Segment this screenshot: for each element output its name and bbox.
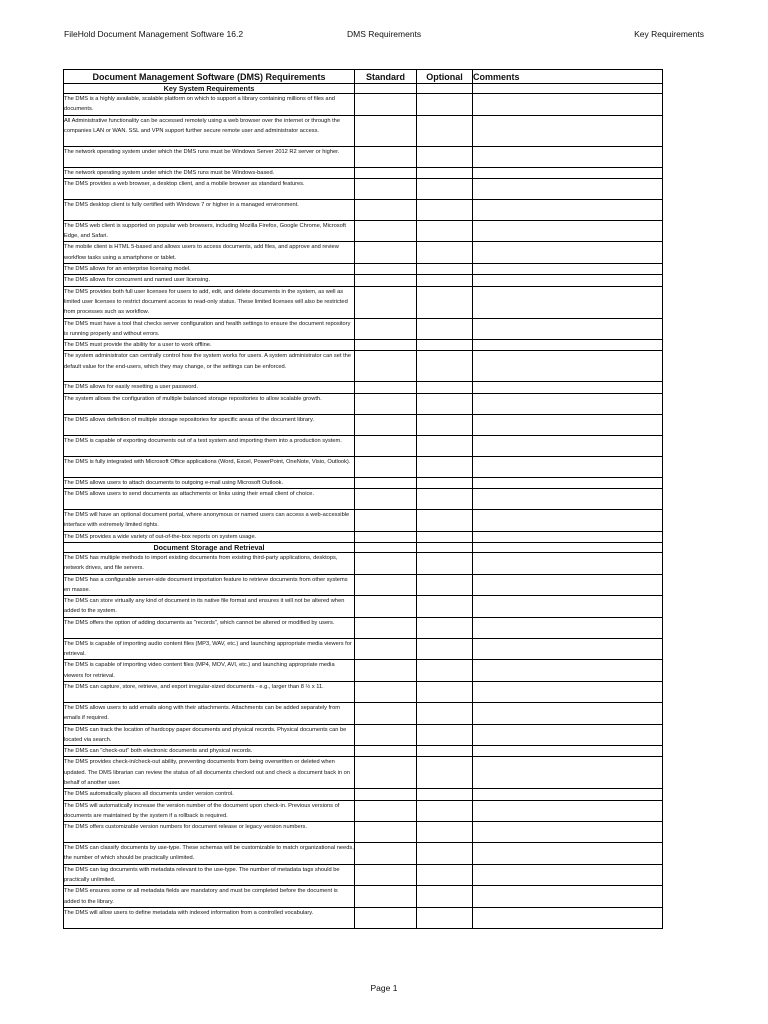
section-title: Document Storage and Retrieval [64,542,355,552]
comments-cell[interactable] [473,242,663,264]
requirement-text: All Administrative functionality can be accessed remotely using a web browser over the internet or through the companies LAN or WAN. SSL and VPN support further secure remote user and administrator access. [64,115,355,146]
section-empty-cell [355,84,417,94]
comments-cell[interactable] [473,638,663,660]
standard-cell[interactable] [355,789,417,800]
optional-cell[interactable] [417,757,473,789]
standard-cell[interactable] [355,746,417,757]
requirement-text: The DMS can classify documents by use-type. These schemas will be customizable to match organizational needs, the number of which should be practically unlimited. [64,843,355,865]
standard-cell[interactable] [355,220,417,242]
requirement-text: The DMS ensures some or all metadata fields are mandatory and must be completed before the document is added to the library. [64,886,355,908]
requirement-text: The DMS has a configurable server-side document importation feature to retrieve documents from other systems en masse. [64,574,355,596]
requirement-text: The DMS allows users to attach documents to outgoing e-mail using Microsoft Outlook. [64,477,355,488]
section-empty-cell [417,542,473,552]
requirement-text: The DMS has multiple methods to import existing documents from existing third-party applications, desktops, network drives, and file servers. [64,552,355,574]
optional-cell[interactable] [417,456,473,477]
requirement-text: The DMS is fully integrated with Microsoft Office applications (Word, Excel, PowerPoint, OneNote, Visio, Outlook). [64,456,355,477]
table-row [64,242,663,264]
requirement-text: The DMS will automatically increase the version number of the document upon check-in. Previous versions of documents are maintained by the system if a rollback is required. [64,800,355,822]
comments-cell[interactable] [473,596,663,618]
requirement-text: The DMS can capture, store, retrieve, and export irregular-sized documents - e.g., larger than 8 ½ x 11. [64,681,355,702]
table-row [64,907,663,928]
comments-cell[interactable] [473,382,663,393]
requirement-text: The DMS provides a wide variety of out-of-the-box reports on system usage. [64,531,355,542]
column-header-optional: Optional [417,70,473,84]
table-row [64,702,663,724]
header-left-title: FileHold Document Management Software 16.2 [64,29,244,39]
comments-cell[interactable] [473,286,663,318]
table-row [64,477,663,488]
optional-cell[interactable] [417,681,473,702]
requirement-text: The DMS provides check-in/check-out ability, preventing documents from being overwritten or deleted when updated. The DMS librarian can review the status of all documents checked out and check a document back in on behalf of another user. [64,757,355,789]
header-center-title: DMS Requirements [347,29,422,39]
table-row [64,574,663,596]
standard-cell[interactable] [355,702,417,724]
table-row [64,275,663,286]
comments-cell[interactable] [473,757,663,789]
requirement-text: The DMS will have an optional document portal, where anonymous or named users can access a web-accessible interface with extremely limited rights. [64,510,355,532]
comments-cell[interactable] [473,531,663,542]
header-right-title: Key Requirements [634,29,704,39]
table-row [64,199,663,220]
comments-cell[interactable] [473,340,663,351]
optional-cell[interactable] [417,822,473,843]
requirement-text: The DMS allows definition of multiple storage repositories for specific areas of the document library. [64,414,355,435]
standard-cell[interactable] [355,843,417,865]
standard-cell[interactable] [355,660,417,682]
column-header-comments: Comments [473,70,663,84]
standard-cell[interactable] [355,907,417,928]
comments-cell[interactable] [473,864,663,886]
optional-cell[interactable] [417,178,473,199]
table-row [64,800,663,822]
comments-cell[interactable] [473,178,663,199]
table-row [64,435,663,456]
standard-cell[interactable] [355,531,417,542]
table-row [64,178,663,199]
optional-cell[interactable] [417,907,473,928]
comments-cell[interactable] [473,800,663,822]
table-row [64,115,663,146]
requirements-table [63,69,663,929]
standard-cell[interactable] [355,435,417,456]
optional-cell[interactable] [417,435,473,456]
table-row [64,746,663,757]
table-row [64,552,663,574]
standard-cell[interactable] [355,382,417,393]
optional-cell[interactable] [417,318,473,340]
optional-cell[interactable] [417,843,473,865]
table-row [64,822,663,843]
section-empty-cell [355,542,417,552]
comments-cell[interactable] [473,264,663,275]
standard-cell[interactable] [355,414,417,435]
column-header-requirements: Document Management Software (DMS) Requirements [64,70,355,84]
requirement-text: The DMS offers customizable version numbers for document release or legacy version numbers. [64,822,355,843]
table-row [64,660,663,682]
optional-cell[interactable] [417,393,473,414]
comments-cell[interactable] [473,489,663,510]
table-row [64,220,663,242]
optional-cell[interactable] [417,146,473,167]
requirement-text: The DMS can "check-out" both electronic documents and physical records. [64,746,355,757]
standard-cell[interactable] [355,864,417,886]
requirement-text: The DMS desktop client is fully certified with Windows 7 or higher in a managed environment. [64,199,355,220]
table-row [64,167,663,178]
comments-cell[interactable] [473,552,663,574]
optional-cell[interactable] [417,220,473,242]
standard-cell[interactable] [355,574,417,596]
comments-cell[interactable] [473,115,663,146]
optional-cell[interactable] [417,864,473,886]
comments-cell[interactable] [473,574,663,596]
optional-cell[interactable] [417,724,473,746]
standard-cell[interactable] [355,146,417,167]
comments-cell[interactable] [473,907,663,928]
optional-cell[interactable] [417,414,473,435]
comments-cell[interactable] [473,318,663,340]
standard-cell[interactable] [355,456,417,477]
comments-cell[interactable] [473,393,663,414]
optional-cell[interactable] [417,596,473,618]
comments-cell[interactable] [473,477,663,488]
standard-cell[interactable] [355,681,417,702]
optional-cell[interactable] [417,167,473,178]
comments-cell[interactable] [473,724,663,746]
requirement-text: The DMS can track the location of hardcopy paper documents and physical records. Physical documents can be located via search. [64,724,355,746]
standard-cell[interactable] [355,115,417,146]
optional-cell[interactable] [417,510,473,532]
comments-cell[interactable] [473,702,663,724]
comments-cell[interactable] [473,822,663,843]
comments-cell[interactable] [473,414,663,435]
optional-cell[interactable] [417,702,473,724]
section-header-row [64,84,663,94]
table-row [64,596,663,618]
optional-cell[interactable] [417,489,473,510]
comments-cell[interactable] [473,146,663,167]
requirement-text: The DMS can store virtually any kind of document in its native file format and ensures it will not be altered when added to the system. [64,596,355,618]
standard-cell[interactable] [355,552,417,574]
optional-cell[interactable] [417,242,473,264]
table-row [64,382,663,393]
requirement-text: The DMS allows users to add emails along with their attachments. Attachments can be added separately from emails if required. [64,702,355,724]
requirement-text: The system administrator can centrally control how the system works for users. A system administrator can set the default value for the end-users, which they may change, or the settings can be enforced. [64,351,355,382]
optional-cell[interactable] [417,275,473,286]
table-row [64,414,663,435]
optional-cell[interactable] [417,789,473,800]
table-row [64,318,663,340]
comments-cell[interactable] [473,456,663,477]
requirement-text: The DMS allows for easily resetting a user password. [64,382,355,393]
optional-cell[interactable] [417,886,473,908]
standard-cell[interactable] [355,264,417,275]
comments-cell[interactable] [473,167,663,178]
table-row [64,264,663,275]
standard-cell[interactable] [355,199,417,220]
requirement-text: The DMS provides both full user licenses for users to add, edit, and delete documents in the system, as well as limited user licenses to restrict document access to read-only status. These limited licenses will also be restricted from processes such as workflow. [64,286,355,318]
standard-cell[interactable] [355,886,417,908]
table-row [64,456,663,477]
optional-cell[interactable] [417,552,473,574]
standard-cell[interactable] [355,510,417,532]
optional-cell[interactable] [417,746,473,757]
requirement-text: The DMS must provide the ability for a user to work offline. [64,340,355,351]
table-row [64,724,663,746]
optional-cell[interactable] [417,199,473,220]
comments-cell[interactable] [473,275,663,286]
table-row [64,617,663,638]
optional-cell[interactable] [417,286,473,318]
comments-cell[interactable] [473,843,663,865]
comments-cell[interactable] [473,886,663,908]
requirement-text: The network operating system under which the DMS runs must be Windows Server 2012 R2 server or higher. [64,146,355,167]
table-row [64,757,663,789]
table-header-row [64,70,663,84]
standard-cell[interactable] [355,242,417,264]
table-row [64,638,663,660]
section-empty-cell [473,84,663,94]
requirement-text: The DMS automatically places all documents under version control. [64,789,355,800]
comments-cell[interactable] [473,435,663,456]
table-row [64,789,663,800]
section-header-row [64,542,663,552]
standard-cell[interactable] [355,724,417,746]
standard-cell[interactable] [355,178,417,199]
table-row [64,340,663,351]
table-row [64,146,663,167]
optional-cell[interactable] [417,115,473,146]
requirement-text: The DMS is capable of importing audio content files (MP3, WAV, etc.) and launching appropriate media viewers for retrieval. [64,638,355,660]
table-row [64,94,663,116]
optional-cell[interactable] [417,382,473,393]
standard-cell[interactable] [355,393,417,414]
standard-cell[interactable] [355,638,417,660]
table-row [64,886,663,908]
requirement-text: The DMS web client is supported on popular web browsers, including Mozilla Firefox, Google Chrome, Microsoft Edge, and Safari. [64,220,355,242]
table-row [64,510,663,532]
optional-cell[interactable] [417,800,473,822]
table-row [64,531,663,542]
requirement-text: The DMS allows users to send documents as attachments or links using their email client of choice. [64,489,355,510]
standard-cell[interactable] [355,286,417,318]
requirement-text: The DMS is a highly available, scalable platform on which to support a library containing millions of files and documents. [64,94,355,116]
requirements-body [64,84,663,929]
standard-cell[interactable] [355,340,417,351]
table-row [64,681,663,702]
table-row [64,351,663,382]
requirement-text: The DMS will allow users to define metadata with indexed information from a controlled vocabulary. [64,907,355,928]
table-row [64,864,663,886]
optional-cell[interactable] [417,351,473,382]
standard-cell[interactable] [355,596,417,618]
optional-cell[interactable] [417,617,473,638]
comments-cell[interactable] [473,510,663,532]
requirement-text: The DMS allows for concurrent and named user licensing. [64,275,355,286]
section-empty-cell [417,84,473,94]
comments-cell[interactable] [473,199,663,220]
section-empty-cell [473,542,663,552]
comments-cell[interactable] [473,351,663,382]
standard-cell[interactable] [355,94,417,116]
requirement-text: The DMS is capable of importing video content files (MP4, MOV, AVI, etc.) and launching appropriate media viewers for retrieval. [64,660,355,682]
standard-cell[interactable] [355,822,417,843]
optional-cell[interactable] [417,94,473,116]
standard-cell[interactable] [355,351,417,382]
optional-cell[interactable] [417,340,473,351]
comments-cell[interactable] [473,617,663,638]
comments-cell[interactable] [473,681,663,702]
comments-cell[interactable] [473,789,663,800]
optional-cell[interactable] [417,638,473,660]
comments-cell[interactable] [473,660,663,682]
requirement-text: The DMS provides a web browser, a desktop client, and a mobile browser as standard features. [64,178,355,199]
comments-cell[interactable] [473,220,663,242]
optional-cell[interactable] [417,477,473,488]
requirement-text: The DMS must have a tool that checks server configuration and health settings to ensure the document repository is running properly and without errors. [64,318,355,340]
requirement-text: The network operating system under which the DMS runs must be Windows-based. [64,167,355,178]
table-row [64,843,663,865]
standard-cell[interactable] [355,275,417,286]
column-header-standard: Standard [355,70,417,84]
optional-cell[interactable] [417,574,473,596]
standard-cell[interactable] [355,800,417,822]
standard-cell[interactable] [355,477,417,488]
table-row [64,393,663,414]
table-row [64,286,663,318]
requirement-text: The DMS can tag documents with metadata relevant to the use-type. The number of metadata tags should be practically unlimited. [64,864,355,886]
standard-cell[interactable] [355,318,417,340]
requirement-text: The system allows the configuration of multiple balanced storage repositories to allow scalable growth. [64,393,355,414]
requirement-text: The mobile client is HTML 5-based and allows users to access documents, add files, and approve and review workflow tasks using a smartphone or tablet. [64,242,355,264]
comments-cell[interactable] [473,94,663,116]
optional-cell[interactable] [417,531,473,542]
standard-cell[interactable] [355,489,417,510]
page-number: Page 1 [370,983,398,993]
table-row [64,489,663,510]
requirement-text: The DMS is capable of exporting documents out of a test system and importing them into a production system. [64,435,355,456]
section-title: Key System Requirements [64,84,355,94]
requirement-text: The DMS offers the option of adding documents as "records", which cannot be altered or modified by users. [64,617,355,638]
optional-cell[interactable] [417,660,473,682]
standard-cell[interactable] [355,617,417,638]
standard-cell[interactable] [355,167,417,178]
comments-cell[interactable] [473,746,663,757]
optional-cell[interactable] [417,264,473,275]
standard-cell[interactable] [355,757,417,789]
requirement-text: The DMS allows for an enterprise licensing model. [64,264,355,275]
